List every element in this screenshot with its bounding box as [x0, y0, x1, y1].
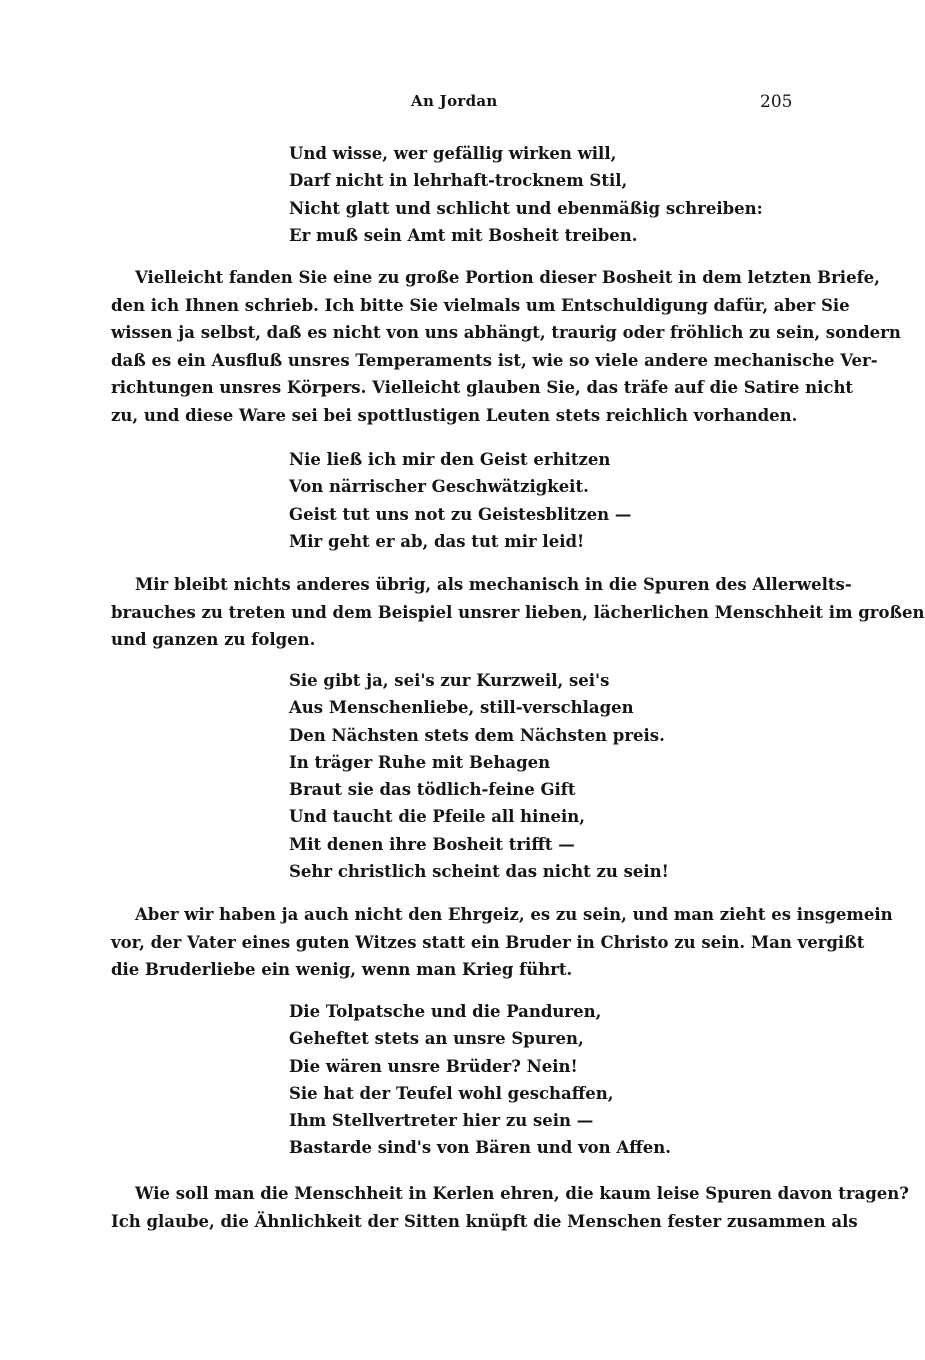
verse-stanza-3 [289, 667, 669, 885]
text-line: Ich glaube, die Ähnlichkeit der Sitten knüpft die Menschen fester zusammen als [111, 1211, 858, 1231]
verse-line: Bastarde sind's von Bären und von Affen. [289, 1138, 671, 1158]
text-line: Mir bleibt nichts anderes übrig, als mechanisch in die Spuren des Allerwelts- [135, 575, 852, 594]
verse-line: Die wären unsre Brüder? Nein! [289, 1056, 578, 1076]
paragraph-3 [111, 901, 893, 984]
text-line: daß es ein Ausfluß unsres Temperaments ist, wie so viele andere mechanische Ver- [111, 350, 878, 370]
verse-line: Er muß sein Amt mit Bosheit treiben. [289, 225, 638, 245]
text-line: brauches zu treten und dem Beispiel unsrer lieben, lächerlichen Menschheit im großen [111, 602, 925, 622]
paragraph-2 [111, 571, 925, 654]
verse-line: Sie gibt ja, sei's zur Kurzweil, sei's [289, 671, 610, 690]
verse-line: Aus Menschenliebe, still-verschlagen [289, 698, 634, 718]
paragraph-4 [111, 1180, 909, 1235]
verse-line: Mir geht er ab, das tut mir leid! [289, 531, 585, 551]
verse-line: Geist tut uns not zu Geistesblitzen — [289, 504, 632, 524]
page-number: 205 [760, 92, 793, 112]
text-line: Vielleicht fanden Sie eine zu große Portion dieser Bosheit in dem letzten Briefe, [135, 268, 880, 287]
verse-line: Und taucht die Pfeile all hinein, [289, 807, 585, 827]
verse-stanza-4 [289, 998, 671, 1162]
verse-line: Darf nicht in lehrhaft-trocknem Stil, [289, 171, 628, 191]
text-line: richtungen unsres Körpers. Vielleicht glauben Sie, das träfe auf die Satire nicht [111, 378, 854, 397]
verse-line: In träger Ruhe mit Behagen [289, 752, 551, 772]
running-title: An Jordan [411, 92, 498, 110]
verse-line: Sie hat der Teufel wohl geschaffen, [289, 1083, 614, 1103]
verse-line: Mit denen ihre Bosheit trifft — [289, 834, 575, 854]
text-line: zu, und diese Ware sei bei spottlustigen Leuten stets reichlich vorhanden. [111, 405, 798, 425]
paragraph-1 [111, 264, 901, 429]
verse-line: Geheftet stets an unsre Spuren, [289, 1029, 584, 1049]
verse-line: Die Tolpatsche und die Panduren, [289, 1002, 602, 1021]
text-line: und ganzen zu folgen. [111, 630, 316, 649]
running-head [0, 92, 900, 116]
verse-line: Und wisse, wer gefällig wirken will, [289, 144, 617, 163]
verse-line: Von närrischer Geschwätzigkeit. [289, 477, 589, 497]
verse-line: Ihm Stellvertreter hier zu sein — [289, 1111, 594, 1131]
text-line: Wie soll man die Menschheit in Kerlen ehren, die kaum leise Spuren davon tragen? [135, 1184, 909, 1203]
verse-line: Nie ließ ich mir den Geist erhitzen [289, 450, 611, 469]
text-line: den ich Ihnen schrieb. Ich bitte Sie vielmals um Entschuldigung dafür, aber Sie [111, 295, 850, 315]
verse-line: Sehr christlich scheint das nicht zu sein! [289, 862, 669, 882]
text-line: die Bruderliebe ein wenig, wenn man Krieg führt. [111, 960, 573, 979]
text-line: vor, der Vater eines guten Witzes statt ein Bruder in Christo zu sein. Man vergißt [111, 932, 865, 952]
verse-stanza-2 [289, 446, 631, 555]
text-line: wissen ja selbst, daß es nicht von uns abhängt, traurig oder fröhlich zu sein, sondern [111, 323, 901, 342]
text-line: Aber wir haben ja auch nicht den Ehrgeiz, es zu sein, und man zieht es insgemein [135, 905, 893, 924]
verse-line: Den Nächsten stets dem Nächsten preis. [289, 725, 665, 745]
verse-line: Braut sie das tödlich-feine Gift [289, 780, 576, 800]
verse-stanza-1 [289, 140, 763, 249]
verse-line: Nicht glatt und schlicht und ebenmäßig schreiben: [289, 198, 763, 218]
